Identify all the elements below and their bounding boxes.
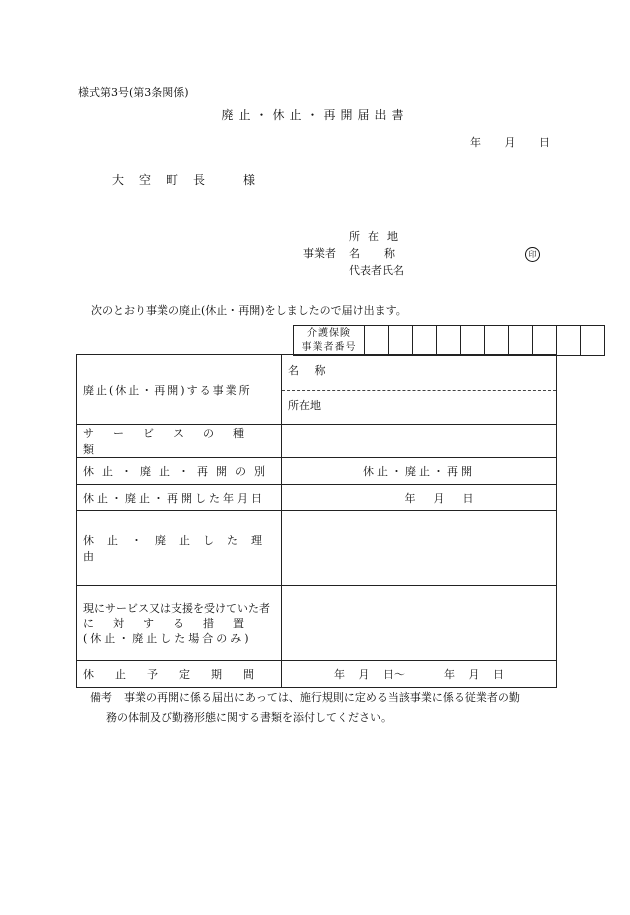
date-day: 日	[539, 136, 550, 149]
office-address-label: 所在地	[288, 399, 321, 412]
notes-line1: 事業の再開に係る届出にあっては、施行規則に定める当該事業に係る従業者の勤	[124, 691, 520, 704]
period-start: 年 月 日〜	[334, 668, 405, 681]
measures-label-line3: (休止・廃止した場合のみ)	[83, 631, 252, 645]
intro-text: 次のとおり事業の廃止(休止・再開)をしましたので届け出ます。	[91, 304, 407, 317]
provider-digit-cell[interactable]	[557, 326, 581, 356]
date-label: 休止・廃止・再開した年月日	[83, 491, 265, 505]
measures-label-line1: 現にサービス又は支援を受けていた者	[83, 601, 270, 615]
provider-number-label-line2: 事業者番号	[301, 341, 357, 353]
date-month: 月	[504, 136, 516, 149]
measures-label-cell	[77, 586, 282, 661]
provider-digit-cell[interactable]	[533, 326, 557, 356]
service-type-input[interactable]	[282, 425, 557, 458]
category-label-cell	[77, 458, 282, 485]
reason-label-cell	[77, 511, 282, 586]
addressee-name: 大空町長	[112, 173, 221, 187]
provider-digit-cell[interactable]	[437, 326, 461, 356]
provider-number-label-line1: 介護保険	[307, 327, 351, 339]
document-title: 廃止・休止・再開届出書	[221, 108, 409, 122]
form-number: 様式第3号(第3条関係)	[78, 86, 189, 99]
period-label: 休止予定期間	[83, 668, 275, 681]
date-year: 年	[470, 136, 481, 149]
provider-digit-cell[interactable]	[365, 326, 389, 356]
measures-input[interactable]	[282, 586, 557, 661]
applicant-representative-label: 代表者氏名	[349, 264, 404, 277]
period-label-cell	[77, 661, 282, 688]
office-label-cell	[77, 355, 282, 425]
date-input[interactable]	[282, 485, 557, 511]
reason-input[interactable]	[282, 511, 557, 586]
provider-number-label	[294, 326, 365, 356]
office-label: 廃止(休止・再開)する事業所	[83, 383, 252, 397]
category-label: 休止・廃止・再開の別	[83, 465, 273, 478]
provider-digit-cell[interactable]	[389, 326, 413, 356]
notes	[90, 688, 520, 728]
provider-digit-cell[interactable]	[461, 326, 485, 356]
office-input-cell	[282, 355, 557, 425]
service-type-label-cell	[77, 425, 282, 458]
office-name-label: 名 称	[288, 364, 332, 377]
date-day-label: 日	[462, 491, 474, 505]
addressee-honorific: 様	[243, 173, 256, 187]
date-label-cell	[77, 485, 282, 511]
seal-mark: 印	[525, 247, 540, 262]
dashed-divider	[282, 390, 556, 391]
provider-digit-cell[interactable]	[509, 326, 533, 356]
applicant-address-label: 所在地	[349, 230, 406, 243]
applicant-caption: 事業者	[303, 247, 336, 260]
period-end: 年 月 日	[444, 668, 504, 681]
category-options[interactable]	[282, 458, 557, 485]
provider-number-box	[293, 325, 605, 356]
date-year-label: 年	[404, 491, 416, 505]
provider-digit-cell[interactable]	[413, 326, 437, 356]
service-type-label: サービスの種類	[83, 427, 263, 456]
submission-date	[470, 134, 550, 150]
reason-label: 休止・廃止した理由	[83, 534, 275, 563]
applicant-block	[303, 228, 537, 279]
notes-label: 備考	[90, 691, 112, 704]
notes-line2: 務の体制及び勤務形態に関する書類を添付してください。	[106, 711, 392, 724]
date-month-label: 月	[433, 491, 445, 505]
provider-digit-cell[interactable]	[581, 326, 605, 356]
notification-table	[76, 354, 557, 688]
provider-digit-cell[interactable]	[485, 326, 509, 356]
period-input[interactable]	[282, 661, 557, 688]
category-value: 休止・廃止・再開	[363, 465, 475, 478]
applicant-name-label: 名称	[349, 247, 419, 260]
measures-label-line2: に対する措置	[83, 616, 263, 630]
